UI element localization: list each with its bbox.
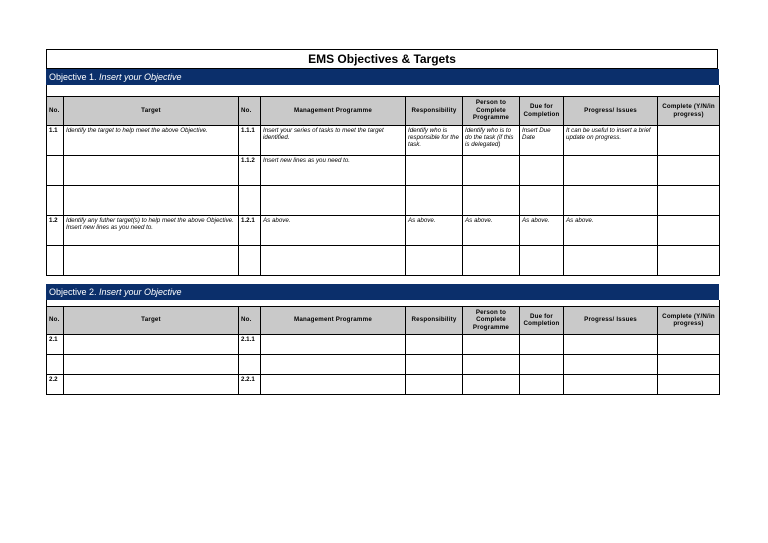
objective-1-bar [46,69,719,85]
header-row [47,96,720,125]
header-complete: Complete (Y/N/in progress) [658,306,720,334]
table-row [47,125,720,155]
row-pno: 2.2.1 [239,374,261,394]
row-progress: It can be useful to insert a brief update on progress. [564,125,658,155]
objective-2-bar [46,284,719,300]
row-pno: 1.2.1 [239,215,261,245]
header-no2: No. [239,96,261,125]
row-complete [658,125,720,155]
row-no: 2.1 [47,334,64,354]
table-row [47,374,720,394]
objective-2-table [46,300,720,395]
page-title: EMS Objectives & Targets [46,49,718,69]
header-row [47,306,720,334]
objective-1-table [46,85,720,276]
header-person: Person to Complete Programme [463,96,520,125]
header-no2: No. [239,306,261,334]
row-programme: Insert new lines as you need to. [261,155,406,185]
row-no: 1.2 [47,215,64,245]
row-target: Identify any futher target(s) to help meet the above Objective. Insert new lines as you need to. [64,215,239,245]
row-responsibility: Identify who is responsible for the task. [406,125,463,155]
header-progress: Progress/ Issues [564,306,658,334]
header-progress: Progress/ Issues [564,96,658,125]
spacer-row [47,85,720,96]
row-due: Insert Due Date [520,125,564,155]
row-programme: As above. [261,215,406,245]
row-person: Identify who is to do the task (if this is delegated) [463,125,520,155]
table-row [47,354,720,374]
header-complete: Complete (Y/N/in progress) [658,96,720,125]
header-responsibility: Responsibility [406,96,463,125]
table-row [47,155,720,185]
header-no: No. [47,96,64,125]
header-programme: Management Programme [261,96,406,125]
table-row [47,245,720,275]
row-person: As above. [463,215,520,245]
row-pno: 1.1.2 [239,155,261,185]
row-target: Identify the target to help meet the above Objective. [64,125,239,155]
header-no: No. [47,306,64,334]
row-pno: 2.1.1 [239,334,261,354]
row-pno: 1.1.1 [239,125,261,155]
row-programme: Insert your series of tasks to meet the target identified. [261,125,406,155]
objective-1-name: Insert your Objective [99,72,182,82]
header-target: Target [64,306,239,334]
row-progress: As above. [564,215,658,245]
header-programme: Management Programme [261,306,406,334]
row-responsibility: As above. [406,215,463,245]
row-no: 2.2 [47,374,64,394]
table-row [47,215,720,245]
header-responsibility: Responsibility [406,306,463,334]
row-no: 1.1 [47,125,64,155]
table-row [47,334,720,354]
objective-2-prefix: Objective 2. [49,287,100,297]
header-due: Due for Completion [520,306,564,334]
header-person: Person to Complete Programme [463,306,520,334]
table-row [47,185,720,215]
row-due: As above. [520,215,564,245]
header-target: Target [64,96,239,125]
objective-1-prefix: Objective 1. [49,72,100,82]
objective-2-name: Insert your Objective [99,287,182,297]
header-due: Due for Completion [520,96,564,125]
